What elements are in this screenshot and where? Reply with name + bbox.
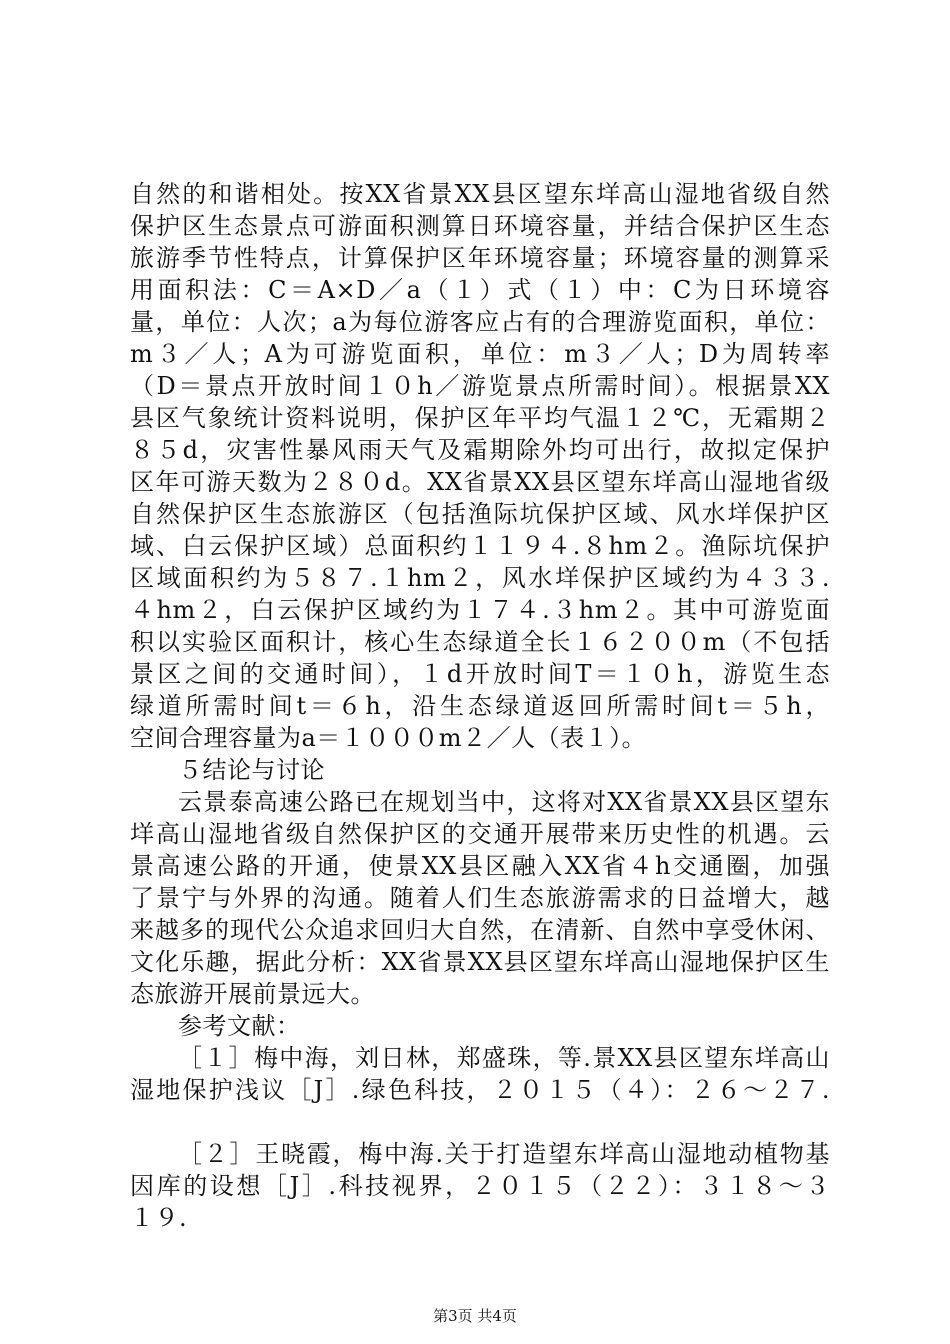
body-line: ４hm２，白云保护区域约为１７４.３hm２。其中可游览面 xyxy=(130,596,830,624)
body-line: 来越多的现代公众追求回归大自然，在清新、自然中享受休闲、 xyxy=(130,916,830,944)
reference-line: 湿地保护浅议［J］.绿色科技，２０１５（４）：２６～２７. xyxy=(130,1076,830,1104)
page-number-footer: 第3页 共4页 xyxy=(433,1307,517,1325)
body-line: 自然的和谐相处。按XX省景XX县区望东垟高山湿地省级自然 xyxy=(130,180,830,208)
body-line: ８５d，灾害性暴风雨天气及霜期除外均可出行，故拟定保护 xyxy=(130,436,830,464)
body-line: 了景宁与外界的沟通。随着人们生态旅游需求的日益增大，越 xyxy=(130,884,830,912)
body-line: （D＝景点开放时间１０h／游览景点所需时间）。根据景XX xyxy=(130,372,830,400)
body-line: 积以实验区面积计，核心生态绿道全长１６２００m（不包括 xyxy=(130,628,830,656)
references-heading: 参考文献： xyxy=(178,1012,301,1040)
body-line: 区年可游天数为２８０d。XX省景XX县区望东垟高山湿地省级 xyxy=(130,468,830,496)
body-line: 景区之间的交通时间），１d开放时间T＝１０h，游览生态 xyxy=(130,660,830,688)
body-line: 域、白云保护区域）总面积约１１９４.８hm２。渔际坑保护 xyxy=(130,532,830,560)
body-line: 绿道所需时间t＝６h，沿生态绿道返回所需时间t＝５h， xyxy=(130,692,830,720)
body-line: 区域面积约为５８７.１hm２，风水垟保护区域约为４３３. xyxy=(130,564,830,592)
body-line: 县区气象统计资料说明，保护区年平均气温１２℃，无霜期２ xyxy=(130,404,830,432)
body-line: 垟高山湿地省级自然保护区的交通开展带来历史性的机遇。云 xyxy=(130,820,830,848)
body-line: 保护区生态景点可游面积测算日环境容量，并结合保护区生态 xyxy=(130,212,830,240)
reference-line: 因库的设想［J］.科技视界，２０１５（２２）：３１８～３ xyxy=(130,1172,830,1200)
reference-line: ［１］梅中海，刘日林，郑盛珠，等.景XX县区望东垟高山 xyxy=(178,1044,830,1072)
body-line: 自然保护区生态旅游区（包括渔际坑保护区域、风水垟保护区 xyxy=(130,500,830,528)
body-line: 空间合理容量为a＝１０００m２／人（表１）。 xyxy=(130,724,647,752)
body-line: 态旅游开展前景远大。 xyxy=(130,980,375,1008)
body-line: 旅游季节性特点，计算保护区年环境容量；环境容量的测算采 xyxy=(130,244,830,272)
body-line: 景高速公路的开通，使景XX县区融入XX省４h交通圈，加强 xyxy=(130,852,830,880)
body-line: m３／人；A为可游览面积，单位：m３／人；D为周转率 xyxy=(130,340,830,368)
reference-line: ［２］王晓霞，梅中海.关于打造望东垟高山湿地动植物基 xyxy=(178,1140,830,1168)
body-line: 文化乐趣，据此分析：XX省景XX县区望东垟高山湿地保护区生 xyxy=(130,948,830,976)
section-heading: ５结论与讨论 xyxy=(178,756,325,784)
body-line: 云景泰高速公路已在规划当中，这将对XX省景XX县区望东 xyxy=(178,788,830,816)
body-line: 用面积法：C＝A×D／a（１）式（１）中：C为日环境容 xyxy=(130,276,830,304)
reference-line: １９. xyxy=(130,1204,188,1232)
body-line: 量，单位：人次；a为每位游客应占有的合理游览面积，单位： xyxy=(130,308,830,336)
